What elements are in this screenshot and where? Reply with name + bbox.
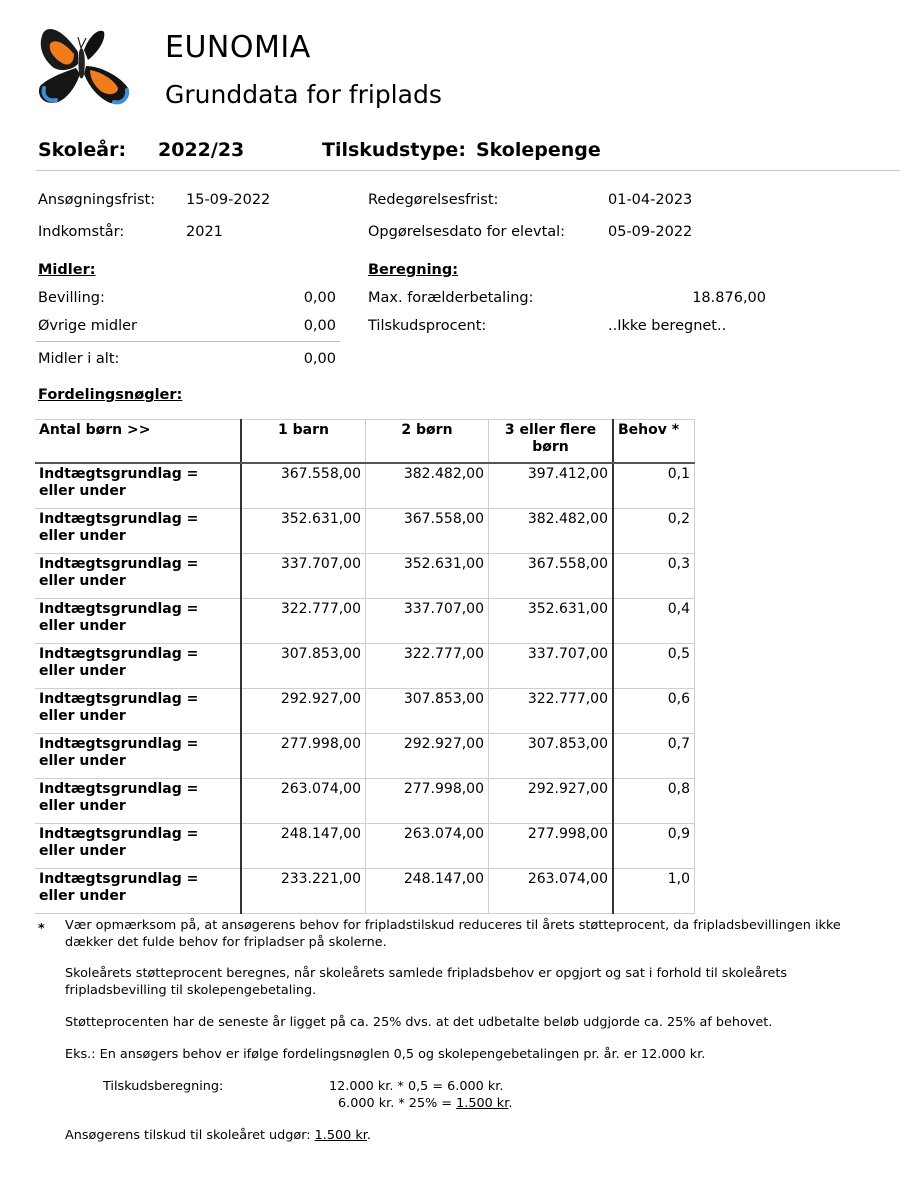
table-row <box>35 734 695 779</box>
midler-ialt-label: Midler i alt: <box>38 351 120 367</box>
income-cell: 277.998,00 <box>366 779 489 824</box>
tilskudsberegning-label: Tilskudsberegning: <box>103 1079 224 1094</box>
row-label: Indtægtsgrundlag = eller under <box>35 689 241 734</box>
tilskudsprocent-value: ..Ikke beregnet.. <box>608 318 727 334</box>
income-cell: 307.853,00 <box>489 734 614 779</box>
row-label: Indtægtsgrundlag = eller under <box>35 599 241 644</box>
income-cell: 322.777,00 <box>366 644 489 689</box>
row-label: Indtægtsgrundlag = eller under <box>35 463 241 509</box>
income-cell: 352.631,00 <box>241 509 366 554</box>
row-label: Indtægtsgrundlag = eller under <box>35 644 241 689</box>
column-header: 3 eller flere børn <box>489 420 614 464</box>
max-foraelderbetaling-label: Max. forælderbetaling: <box>368 290 534 306</box>
note-paragraph-1: Vær opmærksom på, at ansøgerens behov for fripladstilskud reduceres til årets støtteprocent, da fripladsbevillingen ikke dækker det fulde behov for fripladser på skolerne. <box>65 918 841 950</box>
behov-cell: 0,5 <box>613 644 695 689</box>
table-row <box>35 644 695 689</box>
income-cell: 248.147,00 <box>366 869 489 914</box>
bevilling-label: Bevilling: <box>38 290 105 306</box>
app-title: EUNOMIA <box>165 30 311 65</box>
behov-cell: 0,6 <box>613 689 695 734</box>
income-cell: 292.927,00 <box>366 734 489 779</box>
indkomstaar-label: Indkomstår: <box>38 224 125 240</box>
behov-cell: 0,8 <box>613 779 695 824</box>
income-cell: 352.631,00 <box>489 599 614 644</box>
income-cell: 292.927,00 <box>489 779 614 824</box>
final-tilskud-line <box>65 1127 371 1144</box>
income-cell: 307.853,00 <box>366 689 489 734</box>
behov-cell: 0,2 <box>613 509 695 554</box>
tilskudstype-label: Tilskudstype: <box>322 139 466 161</box>
income-cell: 367.558,00 <box>489 554 614 599</box>
header-divider <box>36 170 900 171</box>
final-tilskud-value: 1.500 kr <box>314 1128 367 1143</box>
bevilling-value: 0,00 <box>303 290 336 306</box>
ansoegningsfrist-value: 15-09-2022 <box>186 192 271 208</box>
opgoerelsesdato-value: 05-09-2022 <box>608 224 693 240</box>
column-header: 1 barn <box>241 420 366 464</box>
income-cell: 263.074,00 <box>241 779 366 824</box>
redegoerelsesfrist-value: 01-04-2023 <box>608 192 693 208</box>
income-cell: 352.631,00 <box>366 554 489 599</box>
midler-divider <box>36 341 340 342</box>
income-cell: 382.482,00 <box>366 463 489 509</box>
income-cell: 307.853,00 <box>241 644 366 689</box>
skoleaar-value: 2022/23 <box>158 139 245 161</box>
redegoerelsesfrist-label: Redegørelsesfrist: <box>368 192 499 208</box>
table-row <box>35 779 695 824</box>
income-cell: 322.777,00 <box>489 689 614 734</box>
table-row <box>35 824 695 869</box>
midler-ialt-value: 0,00 <box>303 351 336 367</box>
income-cell: 277.998,00 <box>489 824 614 869</box>
behov-cell: 0,3 <box>613 554 695 599</box>
column-header: 2 børn <box>366 420 489 464</box>
ansoegningsfrist-label: Ansøgningsfrist: <box>38 192 156 208</box>
note-paragraph-4: Eks.: En ansøgers behov er ifølge fordelingsnøglen 0,5 og skolepengebetalingen pr. år. er 12.000 kr. <box>65 1047 706 1062</box>
tilskudsprocent-label: Tilskudsprocent: <box>368 318 487 334</box>
butterfly-logo <box>34 22 132 114</box>
table-row <box>35 869 695 914</box>
midler-heading: Midler: <box>38 262 96 278</box>
behov-cell: 0,9 <box>613 824 695 869</box>
oevrige-midler-value: 0,00 <box>303 318 336 334</box>
column-header: Antal børn >> <box>35 420 241 464</box>
income-cell: 397.412,00 <box>489 463 614 509</box>
final-tilskud-prefix: Ansøgerens tilskud til skoleåret udgør: <box>65 1128 315 1143</box>
table-row <box>35 554 695 599</box>
calculation-line-2 <box>338 1095 512 1112</box>
behov-cell: 0,7 <box>613 734 695 779</box>
page-subtitle: Grunddata for friplads <box>165 80 442 109</box>
opgoerelsesdato-label: Opgørelsesdato for elevtal: <box>368 224 566 240</box>
skoleaar-label: Skoleår: <box>38 139 127 161</box>
row-label: Indtægtsgrundlag = eller under <box>35 869 241 914</box>
income-cell: 322.777,00 <box>241 599 366 644</box>
income-cell: 233.221,00 <box>241 869 366 914</box>
calculation-line-2-prefix: 6.000 kr. * 25% = <box>338 1096 457 1111</box>
indkomstaar-value: 2021 <box>186 224 223 240</box>
behov-cell: 0,4 <box>613 599 695 644</box>
income-cell: 277.998,00 <box>241 734 366 779</box>
row-label: Indtægtsgrundlag = eller under <box>35 509 241 554</box>
income-cell: 367.558,00 <box>366 509 489 554</box>
income-cell: 337.707,00 <box>241 554 366 599</box>
table-row <box>35 599 695 644</box>
fordelingsnoegler-heading: Fordelingsnøgler: <box>38 387 183 403</box>
table-row <box>35 463 695 509</box>
footnote-star: * <box>38 921 45 936</box>
row-label: Indtægtsgrundlag = eller under <box>35 734 241 779</box>
income-cell: 263.074,00 <box>489 869 614 914</box>
beregning-heading: Beregning: <box>368 262 459 278</box>
calculation-line-2-suffix: . <box>508 1096 513 1111</box>
max-foraelderbetaling-value: 18.876,00 <box>692 290 766 306</box>
table-row <box>35 509 695 554</box>
income-cell: 248.147,00 <box>241 824 366 869</box>
calculation-line-1: 12.000 kr. * 0,5 = 6.000 kr. <box>329 1079 504 1094</box>
row-label: Indtægtsgrundlag = eller under <box>35 824 241 869</box>
note-paragraph-2: Skoleårets støtteprocent beregnes, når skoleårets samlede fripladsbehov er opgjort og sat i forhold til skoleårets fripladsbevilling til skolepengebetaling. <box>65 966 788 998</box>
income-cell: 263.074,00 <box>366 824 489 869</box>
tilskudstype-value: Skolepenge <box>476 139 601 161</box>
behov-cell: 1,0 <box>613 869 695 914</box>
income-cell: 337.707,00 <box>366 599 489 644</box>
note-paragraph-3: Støtteprocenten har de seneste år ligget på ca. 25% dvs. at det udbetalte beløb udgjorde ca. 25% af behovet. <box>65 1015 773 1030</box>
income-cell: 292.927,00 <box>241 689 366 734</box>
fordelingsnoegler-table <box>35 419 695 914</box>
row-label: Indtægtsgrundlag = eller under <box>35 779 241 824</box>
oevrige-midler-label: Øvrige midler <box>38 318 137 334</box>
income-cell: 382.482,00 <box>489 509 614 554</box>
calculation-result: 1.500 kr <box>456 1096 509 1111</box>
income-cell: 337.707,00 <box>489 644 614 689</box>
table-row <box>35 689 695 734</box>
final-tilskud-suffix: . <box>366 1128 371 1143</box>
column-header: Behov * <box>613 420 695 464</box>
table-header-row <box>35 420 695 464</box>
behov-cell: 0,1 <box>613 463 695 509</box>
income-cell: 367.558,00 <box>241 463 366 509</box>
row-label: Indtægtsgrundlag = eller under <box>35 554 241 599</box>
